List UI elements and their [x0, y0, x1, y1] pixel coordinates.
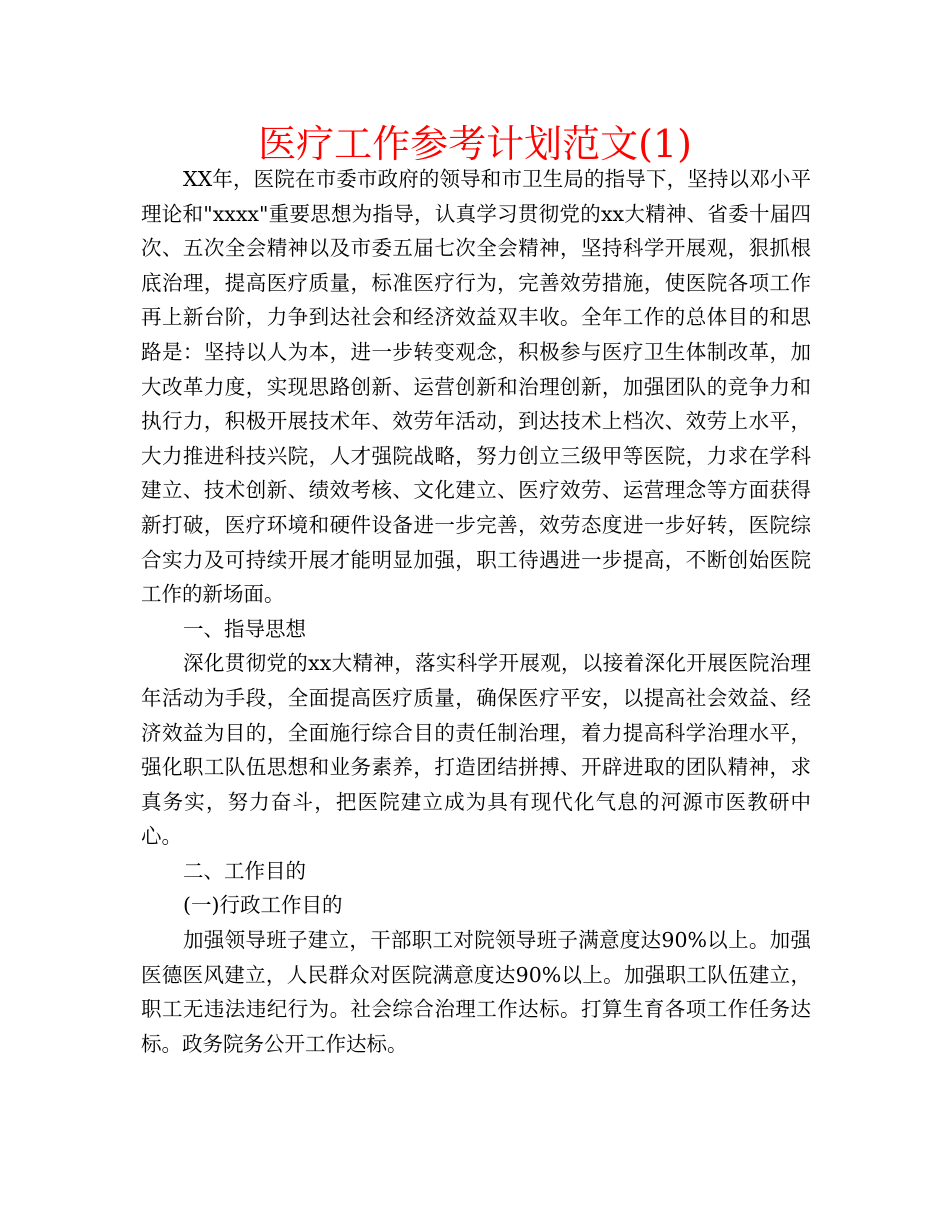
section-heading-guiding-ideology: 一、指导思想 — [183, 616, 306, 641]
section-heading-work-goals: 二、工作目的 — [183, 858, 306, 883]
admin-goals-paragraph: 加强领导班子建立，干部职工对院领导班子满意度达90%以上。加强医德医风建立，人民群众对医院满意度达90%以上。加强职工队伍建立，职工无违法违纪行为。社会综合治理工作达标。打算生育各项工作任务达标。政务院务公开工作达标。 — [141, 928, 811, 1056]
subsection-heading-admin-goals: (一)行政工作目的 — [183, 893, 343, 918]
guiding-ideology-paragraph: 深化贯彻党的xx大精神，落实科学开展观，以接着深化开展医院治理年活动为手段，全面提高医疗质量，确保医疗平安，以提高社会效益、经济效益为目的，全面施行综合目的责任制治理，着力提高科学治理水平，强化职工队伍思想和业务素养，打造团结拼搏、开辟进取的团队精神，求真务实，努力奋斗，把医院建立成为具有现代化气息的河源市医教研中心。 — [141, 651, 811, 849]
intro-paragraph: XX年，医院在市委市政府的领导和市卫生局的指导下，坚持以邓小平理论和"xxxx"重要思想为指导，认真学习贯彻党的xx大精神、省委十届四次、五次全会精神以及市委五届七次全会精神，坚持科学开展观，狠抓根底治理，提高医疗质量，标准医疗行为，完善效劳措施，使医院各项工作再上新台阶，力争到达社会和经济效益双丰收。全年工作的总体目的和思路是：坚持以人为本，进一步转变观念，积极参与医疗卫生体制改革，加大改革力度，实现思路创新、运营创新和治理创新，加强团队的竞争力和执行力，积极开展技术年、效劳年活动，到达技术上档次、效劳上水平，大力推进科技兴院，人才强院战略，努力创立三级甲等医院，力求在学科建立、技术创新、绩效考核、文化建立、医疗效劳、运营理念等方面获得新打破，医疗环境和硬件设备进一步完善，效劳态度进一步好转，医院综合实力及可持续开展才能明显加强，职工待遇进一步提高，不断创始医院工作的新场面。 — [141, 167, 811, 607]
document-title: 医疗工作参考计划范文(1) — [258, 122, 692, 166]
document-body — [141, 162, 811, 1061]
